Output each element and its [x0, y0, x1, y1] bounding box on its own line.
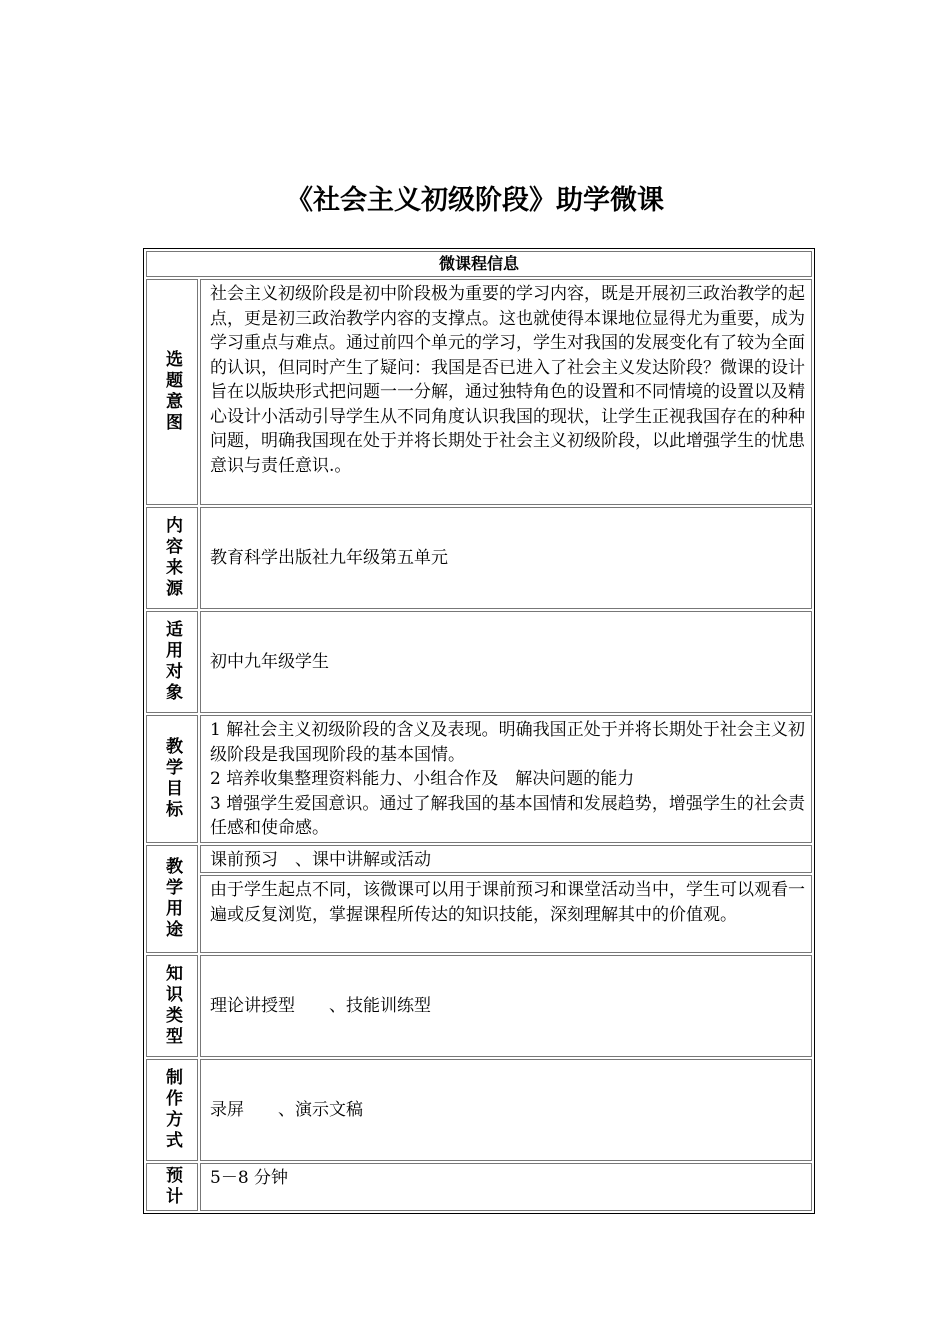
content-content-source-text: 教育科学出版社九年级第五单元: [210, 547, 448, 568]
label-knowledge-type: [146, 955, 198, 1057]
label-teaching-goals: [146, 715, 198, 843]
label-estimated-time: [146, 1163, 198, 1211]
content-teaching-use-top-text: 课前预习 、课中讲解或活动: [210, 850, 431, 870]
label-target-audience-text: 适用对象: [162, 620, 182, 704]
content-knowledge-type: [200, 955, 812, 1057]
label-estimated-time-text: 预计: [162, 1166, 182, 1208]
content-target-audience: [200, 611, 812, 713]
content-estimated-time: [200, 1163, 812, 1211]
content-production-method: [200, 1059, 812, 1161]
content-teaching-use-bottom: [200, 875, 812, 953]
label-target-audience: [146, 611, 198, 713]
content-teaching-goals-text: 1 解社会主义初级阶段的含义及表现。明确我国正处于并将长期处于社会主义初级阶段是我国现阶段的基本国情。 2 培养收集整理资料能力、小组合作及 解决问题的能力 3 增强学生爱国意识。通过了解我国的基本国情和发展趋势，增强学生的社会责任感和使命感。: [210, 720, 805, 838]
content-teaching-use-top: [200, 845, 812, 873]
label-topic-intent: [146, 279, 198, 505]
content-topic-intent: [200, 279, 812, 505]
label-content-source: [146, 507, 198, 609]
course-info-table: [143, 248, 815, 1214]
content-content-source: [200, 507, 812, 609]
label-teaching-goals-text: 教学目标: [162, 737, 182, 821]
label-teaching-use-text: 教学用途: [162, 857, 182, 941]
label-teaching-use: [146, 845, 198, 953]
content-teaching-use-bottom-text: 由于学生起点不同，该微课可以用于课前预习和课堂活动当中，学生可以观看一遍或反复浏览，掌握课程所传达的知识技能，深刻理解其中的价值观。: [210, 880, 805, 925]
label-knowledge-type-text: 知识类型: [162, 964, 182, 1048]
label-topic-intent-text: 选题意图: [162, 350, 182, 434]
label-production-method-text: 制作方式: [162, 1068, 182, 1152]
table-header: 微课程信息: [146, 251, 812, 277]
content-estimated-time-text: 5－8 分钟: [210, 1168, 289, 1188]
label-production-method: [146, 1059, 198, 1161]
content-production-method-text: 录屏 、演示文稿: [210, 1099, 363, 1120]
content-topic-intent-text: 社会主义初级阶段是初中阶段极为重要的学习内容，既是开展初三政治教学的起点，更是初三政治教学内容的支撑点。这也就使得本课地位显得尤为重要，成为学习重点与难点。通过前四个单元的学习，学生对我国的发展变化有了较为全面的认识，但同时产生了疑问：我国是否已进入了社会主义发达阶段？微课的设计旨在以版块形式把问题一一分解，通过独特角色的设置和不同情境的设置以及精心设计小活动引导学生从不同角度认识我国的现状，让学生正视我国存在的种种问题，明确我国现在处于并将长期处于社会主义初级阶段，以此增强学生的忧患意识与责任意识.。: [210, 284, 805, 476]
content-teaching-goals: [200, 715, 812, 843]
content-target-audience-text: 初中九年级学生: [210, 651, 329, 672]
document-title: 《社会主义初级阶段》助学微课: [286, 185, 664, 216]
label-content-source-text: 内容来源: [162, 516, 182, 600]
content-knowledge-type-text: 理论讲授型 、技能训练型: [210, 995, 431, 1016]
